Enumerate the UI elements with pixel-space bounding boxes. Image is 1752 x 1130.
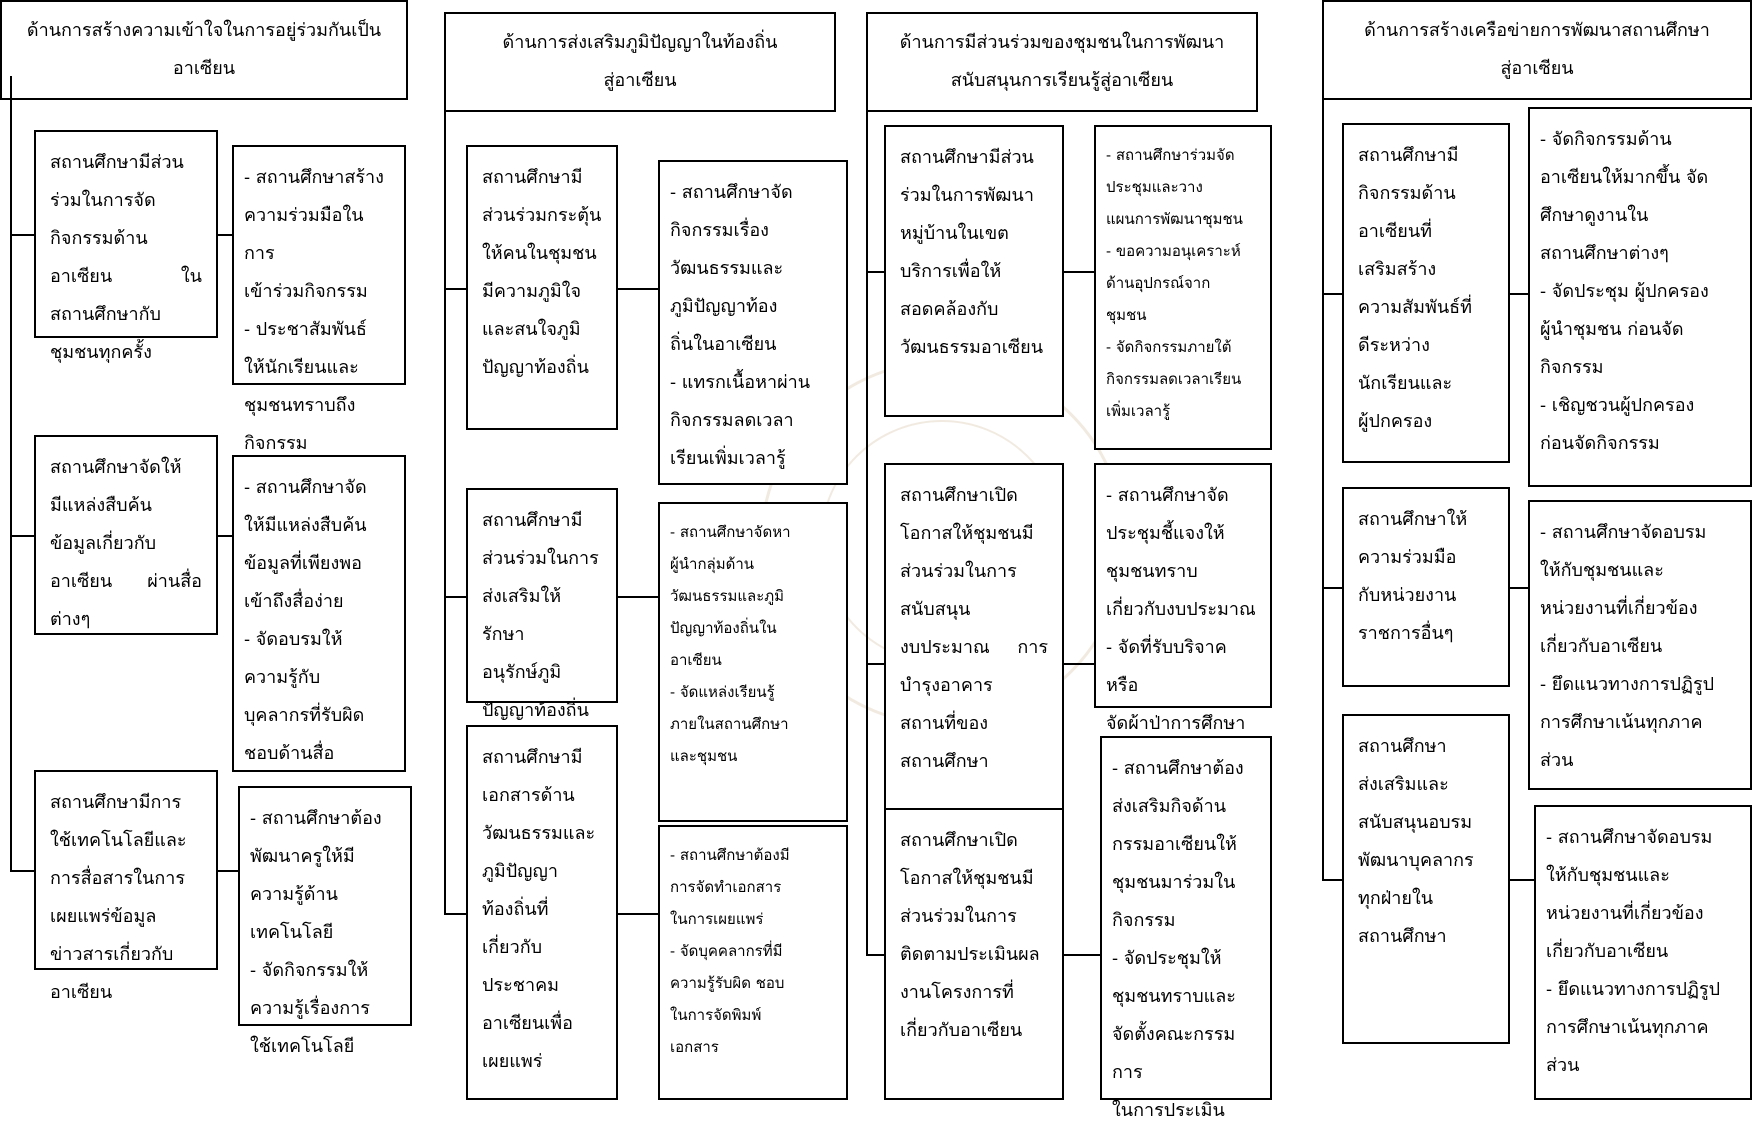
connector-detail: [618, 913, 658, 915]
columns.2.rows.1.detail-line: ประชุมชี้แจงให้: [1106, 523, 1225, 544]
columns.2.rows.0.detail-line: - จัดกิจกรรมภายใต้: [1106, 338, 1232, 356]
columns.1.rows.0.detail-line: กิจกรรมลดเวลา: [670, 410, 794, 431]
detail-item-box: [1528, 107, 1752, 487]
column-header-line: ด้านการส่งเสริมภูมิปัญญาในท้องถิ่น: [502, 32, 778, 53]
columns.2.rows.2.main-line: ส่วนร่วมในการ: [900, 906, 1017, 927]
connector-detail: [1064, 271, 1094, 273]
columns.2.rows.1.detail-line: - จัดที่รับบริจาค หรือ: [1106, 637, 1227, 696]
columns.2.rows.0.main-line: สอดคล้องกับ: [900, 299, 999, 320]
columns.1.rows.2.main-line: เผยแพร่: [482, 1051, 543, 1072]
columns.2.rows.1.detail-line: จัดผ้าป่าการศึกษา: [1106, 713, 1246, 734]
columns.0.rows.0.main-line: สถานศึกษามีส่วน: [50, 152, 184, 173]
columns.1.rows.2.detail-line: การจัดทำเอกสาร: [670, 878, 782, 896]
columns.0.rows.0.main-line: ร่วมในการจัด: [50, 190, 156, 211]
detail-item-box: [658, 160, 848, 485]
columns.2.rows.2.detail-line: ชุมชนมาร่วมใน: [1112, 872, 1236, 893]
columns.3.rows.0.main-line: ความสัมพันธ์ที่: [1358, 297, 1472, 318]
columns.1.rows.0.main-line: สถานศึกษามี: [482, 167, 583, 188]
columns.3.rows.2.detail-line: ให้กับชุมชนและ: [1546, 865, 1670, 886]
columns.1.rows.0.main-line: ให้คนในชุมชน: [482, 243, 597, 264]
columns.0.rows.2.detail-line: พัฒนาครูให้มี: [250, 846, 355, 867]
columns.3.rows.1.detail-line: เกี่ยวกับอาเซียน: [1540, 636, 1663, 657]
columns.2.rows.1.main-line: สถานศึกษา: [900, 751, 989, 772]
columns.0.rows.0.detail-line: ให้นักเรียนและ: [244, 357, 359, 378]
columns.3.rows.1.main-line: กับหน่วยงาน: [1358, 585, 1457, 606]
detail-item-box: [658, 502, 848, 822]
columns.0.rows.1.detail-line: ความรู้กับ: [244, 667, 321, 688]
columns.2.rows.0.main-line: ร่วมในการพัฒนา: [900, 185, 1034, 206]
columns.1.rows.0.detail-line: วัฒนธรรมและ: [670, 258, 784, 279]
columns.3.rows.0.main-line: กิจกรรมด้าน: [1358, 183, 1456, 204]
columns.2.rows.1.main-line: ส่วนร่วมในการ: [900, 561, 1017, 582]
column-header: [866, 12, 1258, 112]
columns.1.rows.2.main-line: เอกสารด้าน: [482, 785, 575, 806]
columns.2.rows.2.detail-line: จัดตั้งคณะกรรม การ: [1112, 1024, 1236, 1083]
columns.1.rows.1.detail-line: อาเซียน: [670, 651, 722, 669]
column-header-line: สนับสนุนการเรียนรู้สู่อาเซียน: [950, 70, 1174, 91]
connector-detail: [618, 288, 658, 290]
columns.2.rows.1.main-line: โอกาสให้ชุมชนมี: [900, 523, 1034, 544]
columns.1.rows.1.main-line: อนุรักษ์ภูมิ: [482, 662, 562, 683]
columns.1.rows.1.main-line: ส่งเสริมให้รักษา: [482, 586, 562, 645]
columns.0.rows.1.main-line: สถานศึกษาจัดให้: [50, 457, 182, 478]
connector-detail: [218, 535, 232, 537]
main-item-box: [466, 145, 618, 430]
columns.1.rows.0.main-line: มีความภูมิใจ: [482, 281, 582, 302]
columns.0.rows.1.detail-line: ให้มีแหล่งสืบค้น: [244, 515, 367, 536]
columns.3.rows.2.detail-line: ส่วน: [1546, 1055, 1580, 1076]
columns.0.rows.2.detail-line: ความรู้ด้าน: [250, 884, 338, 905]
columns.3.rows.0.main-line: ผู้ปกครอง: [1358, 411, 1433, 432]
main-item-box: [884, 463, 1064, 863]
columns.1.rows.0.detail-line: - แทรกเนื้อหาผ่าน: [670, 372, 811, 393]
columns.3.rows.0.main-line: อาเซียนที่: [1358, 221, 1433, 242]
columns.3.rows.0.main-line: นักเรียนและ: [1358, 373, 1453, 394]
connector-detail: [1510, 879, 1534, 881]
columns.0.rows.2.detail-line: ความรู้เรื่องการ: [250, 998, 370, 1019]
columns.1.rows.1.main-line: สถานศึกษามี: [482, 510, 583, 531]
columns.1.rows.2.detail-line: ในการเผยแพร่: [670, 910, 764, 928]
main-item-box: [34, 435, 218, 635]
columns.2.rows.1.detail-line: เกี่ยวกับงบประมาณ: [1106, 599, 1256, 620]
columns.0.rows.0.detail-line: กิจกรรม: [244, 433, 308, 454]
columns.1.rows.2.detail-line: ความรู้รับผิด ชอบ: [670, 974, 785, 992]
column-header-line: อาเซียน: [172, 58, 236, 79]
columns.0.rows.0.main-line: กิจกรรมด้าน: [50, 228, 148, 249]
columns.2.rows.0.detail-line: กิจกรรมลดเวลาเรียน: [1106, 370, 1242, 388]
columns.1.rows.2.main-line: เกี่ยวกับ: [482, 937, 543, 958]
columns.1.rows.1.detail-line: ผู้นำกลุ่มด้าน: [670, 555, 755, 573]
columns.0.rows.1.main-line: ต่างๆ: [50, 609, 91, 630]
columns.3.rows.2.detail-line: การศึกษาเน้นทุกภาค: [1546, 1017, 1709, 1038]
columns.2.rows.0.detail-line: - สถานศึกษาร่วมจัด: [1106, 146, 1235, 164]
columns.1.rows.1.detail-line: วัฒนธรรมและภูมิ: [670, 587, 785, 605]
columns.1.rows.2.detail-line: ในการจัดพิมพ์: [670, 1006, 762, 1024]
columns.2.rows.0.main-line: บริการเพื่อให้: [900, 261, 1002, 282]
columns.2.rows.0.detail-line: ประชุมและวาง: [1106, 178, 1203, 196]
columns.0.rows.1.main-line: มีแหล่งสืบค้น: [50, 495, 152, 516]
columns.2.rows.0.detail-line: ชุมชน: [1106, 306, 1147, 324]
columns.3.rows.0.main-line: สถานศึกษามี: [1358, 145, 1459, 166]
connector-branch: [444, 913, 466, 915]
columns.3.rows.1.main-line: สถานศึกษาให้: [1358, 509, 1468, 530]
detail-item-box: [232, 145, 406, 454]
columns.3.rows.2.main-line: สนับสนุนอบรม: [1358, 812, 1473, 833]
columns.0.rows.0.detail-line: - สถานศึกษาสร้าง: [244, 167, 384, 188]
columns.3.rows.2.detail-line: - ยึดแนวทางการปฏิรูป: [1546, 979, 1721, 1000]
columns.2.rows.1.main-line: งบประมาณ การ: [900, 637, 1048, 658]
columns.3.rows.0.detail-line: ผู้นำชุมชน ก่อนจัด: [1540, 319, 1684, 340]
detail-item-box: [232, 455, 406, 772]
columns.3.rows.2.main-line: ทุกฝ่ายใน: [1358, 888, 1434, 909]
columns.1.rows.0.detail-line: กิจกรรมเรื่อง: [670, 220, 769, 241]
connector-detail: [1510, 293, 1528, 295]
columns.3.rows.0.detail-line: กิจกรรม: [1540, 357, 1604, 378]
columns.2.rows.2.main-line: โอกาสให้ชุมชนมี: [900, 868, 1034, 889]
connector-detail: [1064, 663, 1094, 665]
columns.1.rows.2.main-line: สถานศึกษามี: [482, 747, 583, 768]
columns.3.rows.1.detail-line: ให้กับชุมชนและ: [1540, 560, 1664, 581]
columns.0.rows.2.main-line: การสื่อสารในการ: [50, 868, 185, 889]
columns.1.rows.2.main-line: อาเซียนเพื่อ: [482, 1013, 573, 1034]
columns.2.rows.2.detail-line: - สถานศึกษาต้อง: [1112, 758, 1244, 779]
columns.0.rows.1.detail-line: เข้าถึงสื่อง่าย: [244, 591, 344, 612]
columns.3.rows.1.detail-line: ส่วน: [1540, 750, 1574, 771]
columns.1.rows.2.detail-line: เอกสาร: [670, 1038, 719, 1056]
columns.2.rows.2.detail-line: กรรมอาเซียนให้: [1112, 834, 1237, 855]
columns.2.rows.1.main-line: สนับสนุน: [900, 599, 971, 620]
columns.3.rows.2.main-line: สถานศึกษา: [1358, 926, 1447, 947]
columns.0.rows.1.detail-line: - จัดอบรมให้: [244, 629, 343, 650]
columns.0.rows.1.detail-line: ข้อมูลที่เพียงพอ: [244, 553, 362, 574]
columns.0.rows.2.detail-line: เทคโนโลยี: [250, 922, 334, 943]
columns.3.rows.0.detail-line: ก่อนจัดกิจกรรม: [1540, 433, 1660, 454]
columns.1.rows.0.main-line: ปัญญาท้องถิ่น: [482, 357, 589, 378]
connector-branch: [1322, 293, 1342, 295]
columns.0.rows.1.main-line: อาเซียน ผ่านสื่อ: [50, 571, 202, 592]
columns.0.rows.0.main-line: สถานศึกษากับ: [50, 304, 161, 325]
columns.2.rows.1.main-line: สถานศึกษาเปิด: [900, 485, 1018, 506]
column-header-line: สู่อาเซียน: [1500, 58, 1574, 79]
columns.2.rows.0.detail-line: - ขอความอนุเคราะห์: [1106, 242, 1241, 260]
columns.3.rows.2.main-line: ส่งเสริมและ: [1358, 774, 1449, 795]
columns.2.rows.2.detail-line: ชุมชนทราบและ: [1112, 986, 1236, 1007]
columns.3.rows.2.detail-line: หน่วยงานที่เกี่ยวข้อง: [1546, 903, 1704, 924]
connector-branch: [10, 535, 34, 537]
detail-item-box: [658, 825, 848, 1100]
column-header-line: ด้านการสร้างเครือข่ายการพัฒนาสถานศึกษา: [1364, 20, 1710, 41]
columns.1.rows.2.detail-line: - จัดบุคคลากรที่มี: [670, 942, 783, 960]
columns.1.rows.1.detail-line: ปัญญาท้องถิ่นใน: [670, 619, 777, 637]
columns.2.rows.0.detail-line: ด้านอุปกรณ์จาก: [1106, 274, 1211, 292]
main-item-box: [34, 770, 218, 1003]
connector-detail: [218, 234, 232, 236]
columns.0.rows.2.main-line: ใช้เทคโนโลยีและ: [50, 830, 187, 851]
detail-item-box: [1094, 125, 1272, 450]
columns.2.rows.2.detail-line: - จัดประชุมให้: [1112, 948, 1222, 969]
columns.1.rows.2.detail-line: - สถานศึกษาต้องมี: [670, 846, 790, 864]
connector-branch: [866, 271, 884, 273]
columns.1.rows.1.detail-line: ภายในสถานศึกษา: [670, 715, 789, 733]
columns.3.rows.0.detail-line: - เชิญชวนผู้ปกครอง: [1540, 395, 1695, 416]
main-item-box: [1342, 123, 1510, 463]
columns.0.rows.2.detail-line: - สถานศึกษาต้อง: [250, 808, 382, 829]
columns.2.rows.2.main-line: สถานศึกษาเปิด: [900, 830, 1018, 851]
main-item-box: [466, 725, 618, 1100]
columns.0.rows.1.main-line: ข้อมูลเกี่ยวกับ: [50, 533, 157, 554]
main-item-box: [884, 125, 1064, 417]
connector-detail: [618, 596, 658, 598]
columns.3.rows.0.detail-line: - จัดประชุม ผู้ปกครอง: [1540, 281, 1709, 302]
columns.0.rows.2.main-line: ข่าวสารเกี่ยวกับ: [50, 944, 174, 965]
columns.1.rows.0.detail-line: ถิ่นในอาเซียน: [670, 334, 777, 355]
columns.3.rows.1.detail-line: หน่วยงานที่เกี่ยวข้อง: [1540, 598, 1698, 619]
columns.2.rows.1.detail-line: ชุมชนทราบ: [1106, 561, 1198, 582]
columns.3.rows.0.detail-line: ศึกษาดูงานใน: [1540, 205, 1649, 226]
columns.1.rows.0.detail-line: - สถานศึกษาจัด: [670, 182, 793, 203]
main-item-box: [466, 488, 618, 721]
connector-spine: [1322, 76, 1324, 879]
column-header-line: สู่อาเซียน: [603, 70, 677, 91]
column-header-line: ด้านการมีส่วนร่วมของชุมชนในการพัฒนา: [899, 32, 1225, 53]
columns.2.rows.2.main-line: งานโครงการที่: [900, 982, 1014, 1003]
columns.0.rows.0.detail-line: เข้าร่วมกิจกรรม: [244, 281, 368, 302]
columns.0.rows.1.detail-line: - สถานศึกษาจัด: [244, 477, 367, 498]
columns.0.rows.0.detail-line: - ประชาสัมพันธ์: [244, 319, 367, 340]
column-header: [1322, 0, 1752, 100]
columns.0.rows.0.detail-line: ชุมชนทราบถึง: [244, 395, 356, 416]
main-item-box: [884, 808, 1064, 1100]
columns.0.rows.2.main-line: สถานศึกษามีการ: [50, 792, 182, 813]
main-item-box: [1342, 487, 1510, 687]
columns.0.rows.0.main-line: ชุมชนทุกครั้ง: [50, 342, 152, 363]
columns.2.rows.2.main-line: เกี่ยวกับอาเซียน: [900, 1020, 1023, 1041]
columns.1.rows.0.main-line: ส่วนร่วมกระตุ้น: [482, 205, 602, 226]
columns.0.rows.0.detail-line: ความร่วมมือในการ: [244, 205, 364, 264]
column-header: [444, 12, 836, 112]
columns.2.rows.0.main-line: สถานศึกษามีส่วน: [900, 147, 1034, 168]
columns.1.rows.1.detail-line: - สถานศึกษาจัดหา: [670, 523, 791, 541]
main-item-box: [34, 130, 218, 363]
columns.3.rows.0.main-line: เสริมสร้าง: [1358, 259, 1437, 280]
columns.3.rows.1.detail-line: - สถานศึกษาจัดอบรม: [1540, 522, 1707, 543]
connector-spine: [10, 76, 12, 870]
columns.1.rows.2.main-line: ภูมิปัญญา: [482, 861, 558, 882]
columns.2.rows.1.detail-line: - สถานศึกษาจัด: [1106, 485, 1229, 506]
connector-branch: [1322, 879, 1342, 881]
detail-item-box: [238, 786, 412, 1057]
main-item-box: [1342, 714, 1510, 1044]
columns.1.rows.0.main-line: และสนใจภูมิ: [482, 319, 581, 340]
columns.1.rows.0.detail-line: ภูมิปัญญาท้อง: [670, 296, 778, 317]
columns.3.rows.0.detail-line: อาเซียนให้มากขึ้น จัด: [1540, 167, 1709, 188]
columns.0.rows.2.main-line: เผยแพร่ข้อมูล: [50, 906, 157, 927]
detail-item-box: [1100, 736, 1272, 1121]
columns.0.rows.1.detail-line: บุคลากรที่รับผิด: [244, 705, 365, 726]
columns.0.rows.1.detail-line: ชอบด้านสื่อ: [244, 743, 335, 764]
connector-branch: [444, 288, 466, 290]
columns.2.rows.0.main-line: หมู่บ้านในเขต: [900, 223, 1009, 244]
connector-branch: [444, 596, 466, 598]
columns.1.rows.2.main-line: วัฒนธรรมและ: [482, 823, 596, 844]
columns.0.rows.0.main-line: อาเซียน ใน: [50, 266, 202, 287]
connector-branch: [1322, 587, 1342, 589]
connector-detail: [1510, 587, 1528, 589]
detail-item-box: [1534, 805, 1752, 1100]
columns.1.rows.2.main-line: ท้องถิ่นที่: [482, 899, 549, 920]
columns.1.rows.1.main-line: ปัญญาท้องถิ่น: [482, 700, 589, 721]
connector-branch: [866, 663, 884, 665]
columns.2.rows.2.detail-line: ส่งเสริมกิจด้าน: [1112, 796, 1226, 817]
columns.3.rows.2.detail-line: เกี่ยวกับอาเซียน: [1546, 941, 1669, 962]
connector-detail: [218, 870, 238, 872]
detail-item-box: [1094, 463, 1272, 734]
columns.3.rows.0.detail-line: - จัดกิจกรรมด้าน: [1540, 129, 1672, 150]
columns.3.rows.2.main-line: พัฒนาบุคลากร: [1358, 850, 1474, 871]
connector-branch: [10, 870, 34, 872]
columns.2.rows.0.main-line: วัฒนธรรมอาเซียน: [900, 337, 1043, 358]
column-header-line: ด้านการสร้างความเข้าใจในการอยู่ร่วมกันเป็น: [26, 20, 382, 41]
columns.3.rows.1.main-line: ความร่วมมือ: [1358, 547, 1457, 568]
connector-spine: [444, 88, 446, 913]
columns.2.rows.0.detail-line: แผนการพัฒนาชุมชน: [1106, 210, 1243, 228]
columns.1.rows.1.detail-line: และชุมชน: [670, 747, 738, 765]
columns.0.rows.2.detail-line: - จัดกิจกรรมให้: [250, 960, 369, 981]
detail-item-box: [1528, 500, 1752, 790]
columns.2.rows.2.main-line: ติดตามประเมินผล: [900, 944, 1040, 965]
columns.2.rows.1.main-line: สถานที่ของ: [900, 713, 989, 734]
columns.1.rows.0.detail-line: เรียนเพิ่มเวลารู้: [670, 448, 786, 469]
columns.1.rows.1.detail-line: - จัดแหล่งเรียนรู้: [670, 683, 775, 701]
connector-spine: [866, 88, 868, 954]
columns.3.rows.2.detail-line: - สถานศึกษาจัดอบรม: [1546, 827, 1713, 848]
column-header: [0, 0, 408, 100]
columns.1.rows.2.main-line: ประชาคม: [482, 975, 559, 996]
columns.0.rows.2.main-line: อาเซียน: [50, 982, 113, 1003]
connector-branch: [866, 954, 884, 956]
columns.2.rows.1.main-line: บำรุงอาคาร: [900, 675, 993, 696]
columns.3.rows.2.main-line: สถานศึกษา: [1358, 736, 1447, 757]
columns.2.rows.2.detail-line: ในการประเมิน: [1112, 1100, 1225, 1121]
connector-branch: [10, 234, 34, 236]
columns.2.rows.2.detail-line: กิจกรรม: [1112, 910, 1176, 931]
columns.0.rows.2.detail-line: ใช้เทคโนโลยี: [250, 1036, 355, 1057]
columns.2.rows.0.detail-line: เพิ่มเวลารู้: [1106, 402, 1171, 420]
columns.1.rows.1.main-line: ส่วนร่วมในการ: [482, 548, 599, 569]
columns.3.rows.0.main-line: ดีระหว่าง: [1358, 335, 1430, 356]
columns.3.rows.1.main-line: ราชการอื่นๆ: [1358, 623, 1454, 644]
columns.3.rows.1.detail-line: การศึกษาเน้นทุกภาค: [1540, 712, 1703, 733]
connector-detail: [1064, 954, 1100, 956]
columns.3.rows.1.detail-line: - ยึดแนวทางการปฏิรูป: [1540, 674, 1715, 695]
columns.3.rows.0.detail-line: สถานศึกษาต่างๆ: [1540, 243, 1669, 264]
